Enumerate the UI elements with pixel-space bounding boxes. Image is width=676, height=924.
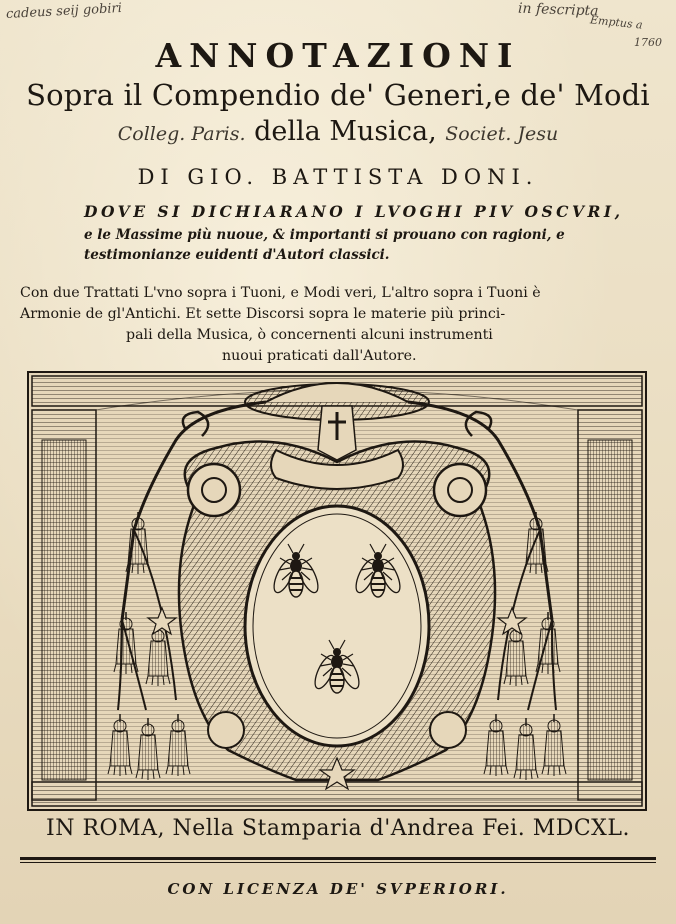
subtitle-line-2 — [0, 116, 676, 147]
contents-line-1: Con due Trattati L'vno sopra i Tuoni, e Modi veri, L'altro sopra i Tuoni è — [20, 285, 541, 301]
contents-line-3: pali della Musica, ò concernenti alcuni instrumenti — [126, 327, 493, 343]
contents-line-2: Armonie de gl'Antichi. Et sette Discorsi sopra le materie più princi- — [20, 306, 506, 322]
handwritten-society-note: Societ. Jesu — [445, 123, 559, 145]
subtitle-line-1: Sopra il Compendio de' Generi,e de' Modi — [26, 78, 650, 112]
imprint-line: IN ROMA, Nella Stamparia d'Andrea Fei. MDCXL. — [46, 816, 630, 841]
contents-line-4: nuoui praticati dall'Autore. — [222, 348, 417, 364]
description-line-2: e le Massime più nuoue, & importanti si prouano con ragioni, e — [84, 227, 565, 243]
subtitle-line-2-text: della Musica, — [254, 116, 437, 147]
page-title: ANNOTAZIONI — [155, 36, 521, 75]
handwritten-purchase-note: Emptus a — [589, 13, 644, 32]
handwritten-note-top-left: cadeus seij gobiri — [5, 0, 123, 23]
author-line: DI GIO. BATTISTA DONI. — [137, 165, 539, 189]
handwritten-college-note: Colleg. Paris. — [117, 123, 246, 145]
license-line: CON LICENZA DE' SVPERIORI. — [167, 880, 509, 898]
description-line-3: testimonianze euidenti d'Autori classici. — [84, 247, 390, 263]
handwritten-year: 1760 — [634, 36, 662, 49]
description-line-1: DOVE SI DICHIARANO I LVOGHI PIV OSCVRI, — [84, 202, 624, 221]
double-rule-bottom — [20, 862, 656, 863]
double-rule-top — [20, 857, 656, 860]
coat-of-arms-engraving — [26, 370, 648, 812]
handwritten-note-top-right: in fescripta — [517, 0, 599, 20]
